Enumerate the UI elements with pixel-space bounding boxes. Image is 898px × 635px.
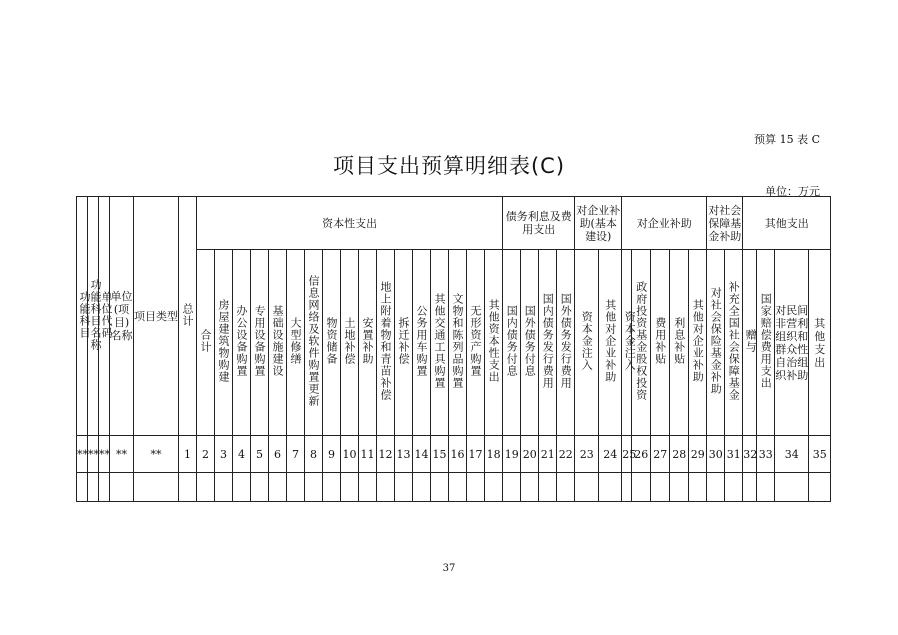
table-row <box>77 473 831 502</box>
column-header: 大型修缮 <box>287 250 305 436</box>
table-cell <box>521 473 539 502</box>
table-cell <box>323 473 341 502</box>
table-cell <box>485 473 503 502</box>
column-number: ** <box>99 436 110 473</box>
column-header: 功能科目 <box>77 197 88 436</box>
column-header: 其他支出 <box>809 250 831 436</box>
table-cell <box>775 473 809 502</box>
column-header: 费用补贴 <box>651 250 670 436</box>
table-cell <box>449 473 467 502</box>
table-cell <box>197 473 215 502</box>
column-number: 17 <box>467 436 485 473</box>
column-number: 30 <box>707 436 725 473</box>
column-number: 32 <box>743 436 757 473</box>
group-header: 对社会保障基金补助 <box>707 197 743 250</box>
group-header: 资本性支出 <box>197 197 503 250</box>
group-header: 对企业补助(基本建设) <box>575 197 622 250</box>
column-number-row <box>77 436 831 473</box>
table-cell <box>377 473 395 502</box>
column-number: 21 <box>539 436 557 473</box>
column-header: 项目类型 <box>134 197 179 436</box>
column-header: 单位(项目)名称 <box>110 197 134 436</box>
column-header: 其他对企业补助 <box>689 250 707 436</box>
page-number: 37 <box>442 563 456 574</box>
unit-label: 单位：万元 <box>765 185 820 198</box>
budget-table <box>76 196 831 502</box>
table-cell <box>632 473 651 502</box>
column-header: 拆迁补偿 <box>395 250 413 436</box>
column-header: 其他资本性支出 <box>485 250 503 436</box>
column-number: 2 <box>197 436 215 473</box>
column-header: 安置补助 <box>359 250 377 436</box>
column-number: 8 <box>305 436 323 473</box>
column-number: 10 <box>341 436 359 473</box>
table-cell <box>110 473 134 502</box>
column-number: 9 <box>323 436 341 473</box>
column-header: 办公设备购置 <box>233 250 251 436</box>
column-number: 6 <box>269 436 287 473</box>
table-cell <box>359 473 377 502</box>
column-header: 房屋建筑物购建 <box>215 250 233 436</box>
group-header: 其他支出 <box>743 197 831 250</box>
column-header: 资本金注入 <box>622 250 632 436</box>
column-header: 国外债务付息 <box>521 250 539 436</box>
table-cell <box>269 473 287 502</box>
table-cell <box>467 473 485 502</box>
column-header: 总计 <box>179 197 197 436</box>
table-cell <box>809 473 831 502</box>
group-header: 对企业补助 <box>622 197 707 250</box>
column-number: 5 <box>251 436 269 473</box>
column-header: 国内债务发行费用 <box>539 250 557 436</box>
column-header: 其他对企业补助 <box>599 250 622 436</box>
table-cell <box>395 473 413 502</box>
column-header: 基础设施建设 <box>269 250 287 436</box>
table-cell <box>77 473 88 502</box>
column-number: 22 <box>557 436 575 473</box>
column-number: 31 <box>725 436 743 473</box>
column-number: 27 <box>651 436 670 473</box>
column-header: 专用设备购置 <box>251 250 269 436</box>
column-header: 政府投资基金股权投资 <box>632 250 651 436</box>
column-header: 对社会保险基金补助 <box>707 250 725 436</box>
column-number: ** <box>134 436 179 473</box>
column-number: 15 <box>431 436 449 473</box>
table-cell <box>599 473 622 502</box>
table-cell <box>707 473 725 502</box>
column-header: 物资储备 <box>323 250 341 436</box>
table-cell <box>557 473 575 502</box>
column-number: 7 <box>287 436 305 473</box>
column-number: 28 <box>670 436 689 473</box>
column-number: 19 <box>503 436 521 473</box>
table-cell <box>179 473 197 502</box>
table-cell <box>689 473 707 502</box>
column-number: 29 <box>689 436 707 473</box>
column-header: 合计 <box>197 250 215 436</box>
column-number: 18 <box>485 436 503 473</box>
column-number: ** <box>110 436 134 473</box>
column-header: 信息网络及软件购置更新 <box>305 250 323 436</box>
table-cell <box>757 473 775 502</box>
table-cell <box>99 473 110 502</box>
table-cell <box>134 473 179 502</box>
table-cell <box>287 473 305 502</box>
column-number: 11 <box>359 436 377 473</box>
table-cell <box>503 473 521 502</box>
column-number: ** <box>88 436 99 473</box>
column-number: 35 <box>809 436 831 473</box>
table-cell <box>341 473 359 502</box>
column-number: 33 <box>757 436 775 473</box>
column-number: ** <box>77 436 88 473</box>
column-header: 对民间非营利组织和群众性自治组织补助 <box>775 250 809 436</box>
column-header: 赠与 <box>743 250 757 436</box>
column-number: 13 <box>395 436 413 473</box>
column-number: 20 <box>521 436 539 473</box>
column-header: 国外债务发行费用 <box>557 250 575 436</box>
column-number: 24 <box>599 436 622 473</box>
column-header: 功能科目名称 <box>88 197 99 436</box>
table-cell <box>539 473 557 502</box>
column-header: 无形资产购置 <box>467 250 485 436</box>
column-header: 利息补贴 <box>670 250 689 436</box>
table-cell <box>575 473 599 502</box>
table-cell <box>725 473 743 502</box>
column-number: 26 <box>632 436 651 473</box>
table-cell <box>251 473 269 502</box>
table-cell <box>215 473 233 502</box>
column-header: 国家赔偿费用支出 <box>757 250 775 436</box>
column-number: 23 <box>575 436 599 473</box>
column-header: 地上附着物和青苗补偿 <box>377 250 395 436</box>
form-code: 预算 15 表 C <box>754 133 820 146</box>
table-cell <box>88 473 99 502</box>
column-header: 文物和陈列品购置 <box>449 250 467 436</box>
column-header: 单位代码 <box>99 197 110 436</box>
column-number: 4 <box>233 436 251 473</box>
group-header-row <box>77 197 831 250</box>
column-header: 资本金注入 <box>575 250 599 436</box>
column-header: 补充全国社会保障基金 <box>725 250 743 436</box>
table-cell <box>413 473 431 502</box>
group-header: 债务利息及费用支出 <box>503 197 575 250</box>
column-header: 公务用车购置 <box>413 250 431 436</box>
table-cell <box>651 473 670 502</box>
column-number: 12 <box>377 436 395 473</box>
table-cell <box>431 473 449 502</box>
column-number: 3 <box>215 436 233 473</box>
table-cell <box>622 473 632 502</box>
column-number: 16 <box>449 436 467 473</box>
column-number: 1 <box>179 436 197 473</box>
table-cell <box>743 473 757 502</box>
column-header: 土地补偿 <box>341 250 359 436</box>
column-header: 国内债务付息 <box>503 250 521 436</box>
table-cell <box>305 473 323 502</box>
page-title: 项目支出预算明细表(C) <box>332 154 566 178</box>
table-cell <box>233 473 251 502</box>
column-header: 其他交通工具购置 <box>431 250 449 436</box>
column-number: 14 <box>413 436 431 473</box>
column-number: 34 <box>775 436 809 473</box>
table-cell <box>670 473 689 502</box>
column-number: 25 <box>622 436 632 473</box>
